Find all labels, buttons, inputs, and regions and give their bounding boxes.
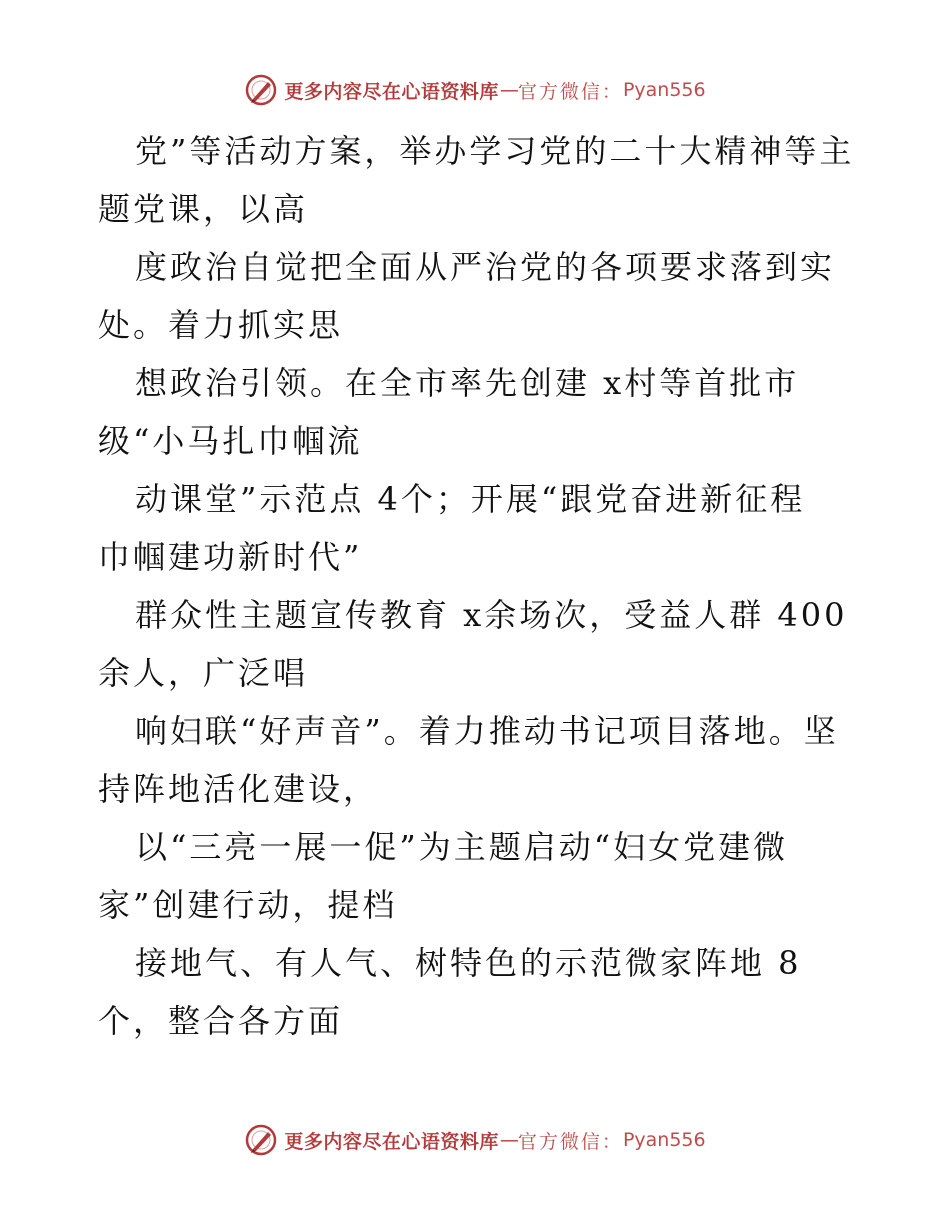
body-line: 巾帼建功新时代” [98,538,363,576]
body-line: 余人，广泛唱 [98,654,309,692]
body-line: 接地气、有人气、树特色的示范微家阵地 8 [135,944,802,982]
body-line: 个，整合各方面 [98,1002,344,1040]
pen-logo-icon [244,73,278,107]
footer-brand-text: 更多内容尽在心语资料库 [284,1130,499,1153]
body-line: 持阵地活化建设， [98,770,379,808]
page-header-watermark [0,70,950,110]
footer-official-label: 官方微信： [517,1130,623,1153]
body-line: 动课堂”示范点 4个；开展“跟党奋进新征程 [135,480,806,518]
page-footer-watermark [0,1120,950,1160]
header-official-label: 官方微信： [517,80,623,103]
body-line: 以“三亮一展一促”为主题启动“妇女党建微 [135,828,789,866]
document-body [98,122,878,1050]
body-line: 家”创建行动，提档 [98,886,398,924]
body-line: 处。着力抓实思 [98,306,344,344]
body-line: 群众性主题宣传教育 x余场次，受益人群 400 [135,596,848,634]
header-wechat-id: Pyan556 [622,79,706,101]
footer-separator: — [499,1129,517,1151]
footer-wechat-id: Pyan556 [622,1129,706,1151]
header-separator: — [499,79,517,101]
body-line: 级“小马扎巾帼流 [98,422,363,460]
body-line: 度政治自觉把全面从严治党的各项要求落到实 [135,248,836,286]
body-line: 题党课，以高 [98,190,309,228]
body-line: 想政治引领。在全市率先创建 x村等首批市 [135,364,800,402]
body-line: 党”等活动方案，举办学习党的二十大精神等主 [135,132,855,170]
header-brand-text: 更多内容尽在心语资料库 [284,80,499,103]
pen-logo-icon [244,1123,278,1157]
body-line: 响妇联“好声音”。着力推动书记项目落地。坚 [135,712,839,750]
